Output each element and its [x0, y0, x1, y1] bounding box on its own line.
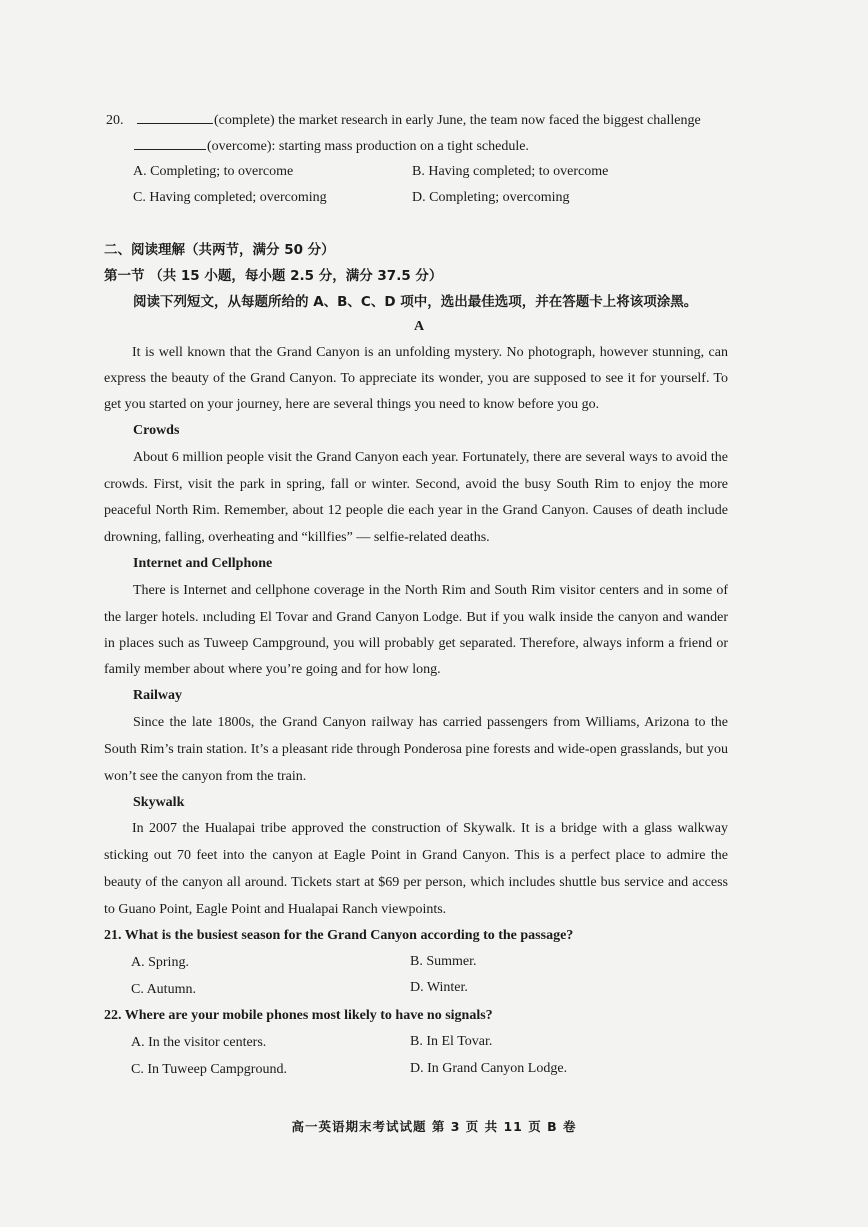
q20-line-1-text: (complete) the market research in early June, the team now faced the biggest challenge	[214, 113, 701, 128]
railway-line-1: Since the late 1800s, the Grand Canyon railway has carried passengers from Williams, Arizona to the	[133, 715, 728, 730]
railway-line-2: South Rim’s train station. It’s a pleasant ride through Ponderosa pine forests and wide-open grasslands, but you	[104, 742, 728, 757]
railway-line-3: won’t see the canyon from the train.	[104, 769, 307, 784]
internet-line-2: the larger hotels. ıncluding El Tovar and Grand Canyon Lodge. But if you walk inside the canyon and wander	[104, 610, 728, 625]
intro-line-1: It is well known that the Grand Canyon is an unfolding mystery. No photograph, however stunning, can	[132, 345, 728, 360]
q21-option-d: D. Winter.	[410, 980, 468, 995]
q21-option-c: C. Autumn.	[131, 982, 196, 997]
skywalk-heading: Skywalk	[133, 795, 185, 810]
section-heading: 二、阅读理解（共两节，满分 50 分）	[104, 242, 335, 258]
q22-option-d: D. In Grand Canyon Lodge.	[410, 1061, 568, 1076]
q20-line-2	[133, 136, 529, 156]
internet-heading: Internet and Cellphone	[133, 556, 273, 571]
q20-number: 20.	[106, 113, 124, 128]
page-footer: 高一英语期末考试试题 第 3 页 共 11 页 B 卷	[291, 1119, 577, 1134]
q21-option-b: B. Summer.	[410, 954, 477, 969]
crowds-heading: Crowds	[133, 423, 180, 438]
skywalk-line-2: sticking out 70 feet into the canyon at Eagle Point in Grand Canyon. This is a perfect place to admire the	[104, 848, 728, 863]
q20-option-c: C. Having completed; overcoming	[133, 190, 327, 205]
crowds-line-1: About 6 million people visit the Grand Canyon each year. Fortunately, there are several ways to avoid the	[133, 450, 728, 465]
intro-line-3: get you started on your journey, here are several things you need to know before you go.	[104, 397, 600, 412]
q20-blank-2	[134, 136, 206, 150]
part-1-heading: 第一节 （共 15 小题，每小题 2.5 分，满分 37.5 分）	[104, 268, 443, 284]
q20-option-a: A. Completing; to overcome	[133, 164, 294, 179]
skywalk-line-3: beauty of the canyon all around. Tickets start at $69 per person, which includes shuttle bus service and access	[104, 875, 728, 890]
q20-line-2-text: (overcome): starting mass production on a tight schedule.	[207, 139, 529, 154]
q21-stem: 21. What is the busiest season for the Grand Canyon according to the passage?	[104, 928, 574, 943]
q20-blank-1	[137, 110, 213, 124]
skywalk-line-4: to Guano Point, Eagle Point and Hualapai Ranch viewpoints.	[104, 902, 447, 917]
section-instruction: 阅读下列短文，从每题所给的 A、B、C、D 项中，选出最佳选项，并在答题卡上将该项涂黑。	[133, 294, 698, 310]
intro-line-2: express the beauty of the Grand Canyon. To appreciate its wonder, you are supposed to see it for yourself. To	[104, 371, 728, 386]
q20-line-1	[106, 110, 701, 130]
q20-option-b: B. Having completed; to overcome	[412, 164, 609, 179]
q22-option-a: A. In the visitor centers.	[131, 1035, 267, 1050]
railway-heading: Railway	[133, 688, 182, 703]
crowds-line-4: drowning, falling, overheating and “killfies” — selfie-related deaths.	[104, 530, 490, 545]
q22-stem: 22. Where are your mobile phones most likely to have no signals?	[104, 1008, 493, 1023]
q22-option-c: C. In Tuweep Campground.	[131, 1062, 287, 1077]
internet-line-1: There is Internet and cellphone coverage in the North Rim and South Rim visitor centers and in some of	[133, 583, 728, 598]
crowds-line-2: crowds. First, visit the park in spring, fall or winter. Second, avoid the busy South Rim to enjoy the more	[104, 477, 728, 492]
internet-line-4: family member about where you’re going and for how long.	[104, 662, 441, 677]
passage-label: A	[414, 319, 425, 334]
q20-option-d: D. Completing; overcoming	[412, 190, 570, 205]
crowds-line-3: peaceful North Rim. Remember, about 12 people die each year in the Grand Canyon. Causes of death include	[104, 503, 728, 518]
skywalk-line-1: In 2007 the Hualapai tribe approved the construction of Skywalk. It is a bridge with a glass walkway	[132, 821, 728, 836]
q21-option-a: A. Spring.	[131, 955, 189, 970]
internet-line-3: in places such as Tuweep Campground, you will probably get separated. Therefore, always inform a friend or	[104, 636, 728, 651]
q22-option-b: B. In El Tovar.	[410, 1034, 493, 1049]
